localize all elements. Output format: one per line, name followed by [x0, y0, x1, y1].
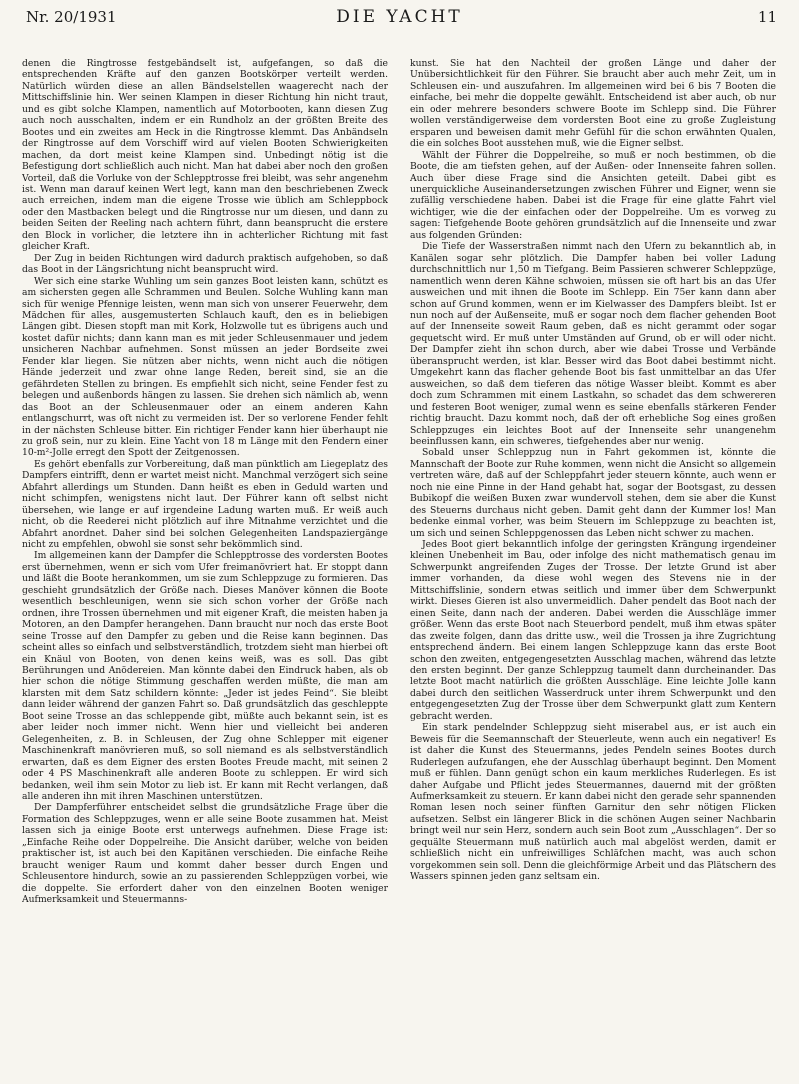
paragraph: Die Tiefe der Wasserstraßen nimmt nach den Ufern zu bekanntlich ab, in Kanälen sogar sehr plötzlich. Die Dampfer haben bei voller Ladung durchschnittlich nur 1,50 m Tiefgang. Beim Passieren schwerer Schleppzüge, namentlich wenn deren Kähne schwoien, müssen sie oft hart bis an das Ufer ausweichen und mit ihnen die Boote im Schlepp. Ein 75er kann dann aber schon auf Grund kommen, wenn er im Kielwasser des Dampfers bleibt. Ist er nun noch auf der Außenseite, muß er sogar noch dem flacher gehenden Boot auf der Innenseite soweit Raum geben, daß es nicht gerammt oder sogar gequetscht wird. Er muß unter Umständen auf Grund, ob er will oder nicht. Der Dampfer zieht ihn schon durch, aber wie dabei Trosse und Verbände überansprucht werden, ist klar. Besser wird das Boot dabei bestimmt nicht. Umgekehrt kann das flacher gehende Boot bis fast unmittelbar an das Ufer ausweichen, so daß dem tieferen das nötige Wasser bleibt. Kommt es aber doch zum Schrammen mit einem Lastkahn, so schadet das dem schwereren und festeren Boot weniger, zumal wenn es seine ebenfalls stärkeren Fender richtig braucht. Dazu kommt noch, daß der oft erhebliche Sog eines großen Schleppzuges ein leichtes Boot auf der Innenseite sehr unangenehm beeinflussen kann, ein schweres, tiefgehendes aber nur wenig. [410, 241, 776, 447]
issue-number: Nr. 20/1931 [26, 8, 117, 26]
left-column [22, 58, 388, 1078]
paragraph: Wer sich eine starke Wuhling um sein ganzes Boot leisten kann, schützt es am sichersten gegen alle Schrammen und Beulen. Solche Wuhling kann man sich für wenige Pfennige leisten, wenn man sich von unserer Feuerwehr, dem Mädchen für alles, ausgemusterten Schlauch kauft, den es in beliebigen Längen gibt. Diesen stopft man mit Kork, Holzwolle tut es übrigens auch und kostet dafür nichts; dann kann man es mit jeder Schleusenmauer und jedem unsicheren Nachbar aufnehmen. Sonst müssen an jeder Bordseite zwei Fender klar liegen. Sie nützen aber nichts, wenn nicht auch die nötigen Hände jederzeit und zwar ohne lange Reden, bereit sind, sie an die gefährdeten Stellen zu bringen. Es empfiehlt sich nicht, seine Fender fest zu belegen und außenbords hängen zu lassen. Sie drehen sich nämlich ab, wenn das Boot an der Schleusenmauer oder an einem anderen Kahn entlangschurrt, was oft nicht zu vermeiden ist. Der so verlorene Fender fehlt in der nächsten Schleuse bitter. Ein richtiger Fender kann hier überhaupt nie zu groß sein, nur zu klein. Eine Yacht von 18 m Länge mit den Fendern einer 10-m²-Jolle erregt den Spott der Zeitgenossen. [22, 275, 388, 459]
paragraph: Der Zug in beiden Richtungen wird dadurch praktisch aufgehoben, so daß das Boot in der Längsrichtung nicht beansprucht wird. [22, 252, 388, 276]
paragraph: Sobald unser Schleppzug nun in Fahrt gekommen ist, könnte die Mannschaft der Boote zur Ruhe kommen, wenn nicht die Ansicht so allgemein vertreten wäre, daß auf der Schleppfahrt jeder steuern könnte, auch wenn er noch nie eine Pinne in der Hand gehabt hat, sogar der Bootsgast, zu dessen Bubikopf die weißen Buxen zwar wundervoll stehen, dem sie aber die Kunst des Steuerns durchaus nicht geben. Damit geht dann der Kummer los! Man bedenke einmal vorher, was beim Steuern im Schleppzuge zu beachten ist, um sich und seinen Schleppgenossen das Leben nicht schwer zu machen. [410, 447, 776, 539]
paragraph: Wählt der Führer die Doppelreihe, so muß er noch bestimmen, ob die Boote, die am tiefsten gehen, auf der Außen- oder Innenseite fahren sollen. Auch über diese Frage sind die Ansichten geteilt. Dabei gibt es unerquickliche Auseinandersetzungen zwischen Führer und Eigner, wenn sie zufällig verschiedene haben. Dabei ist die Frage für eine glatte Fahrt viel wichtiger, wie die der einfachen oder der Doppelreihe. Um es vorweg zu sagen: Tiefgehende Boote gehören grundsätzlich auf die Innenseite und zwar aus folgenden Gründen: [410, 149, 776, 241]
right-column [410, 58, 776, 1078]
paragraph: Ein stark pendelnder Schleppzug sieht miserabel aus, er ist auch ein Beweis für die Seemannschaft der Steuerleute, wenn auch ein negativer! Es ist daher die Kunst des Steuermanns, jedes Pendeln seines Bootes durch Ruderlegen aufzufangen, ehe der Ausschlag überhaupt beginnt. Den Moment muß er fühlen. Dann genügt schon ein kaum merkliches Ruderlegen. Es ist daher Aufgabe und Pflicht jedes Steuermannes, dauernd mit der größten Aufmerksamkeit zu steuern. Er kann dabei nicht den gerade sehr spannenden Roman lesen noch seiner fünften Garnitur den sehr nötigen Flicken aufsetzen. Selbst ein längerer Blick in die schönen Augen seiner Nachbarin bringt weil nur sein Herz, sondern auch sein Boot zum „Ausschlagen“. Der so gequälte Steuermann muß natürlich auch mal abgelöst werden, damit er schließlich nicht ein unfreiwilliges Schläfchen macht, was auch schon vorgekommen sein soll. Denn die gleichförmige Arbeit und das Plätschern des Wassers spinnen jeden ganz seltsam ein. [410, 722, 776, 883]
paragraph: denen die Ringtrosse festgebändselt ist, aufgefangen, so daß die entsprechenden Kräfte auf den ganzen Bootskörper verteilt werden. Natürlich würden diese an allen Bändselstellen waagerecht nach der Mittschiffslinie hin. Wer seinen Klampen in dieser Richtung hin nicht traut, und es gibt solche Klampen, namentlich auf Motorbooten, kann diesen Zug auch noch ausschalten, indem er ein Rundholz an der größten Breite des Bootes und ein zweites am Heck in die Ringtrosse klemmt. Das Anbändseln der Ringtrosse auf dem Vorschiff wird auf vielen Booten Schwierigkeiten machen, da dort meist keine Klampen sind. Unbedingt nötig ist die Befestigung dort schließlich auch nicht. Man hat dabei aber noch den großen Vorteil, daß die Vorluke von der Schlepptrosse frei bleibt, was sehr angenehm ist. Wenn man darauf keinen Wert legt, kann man den beschriebenen Zweck auch erreichen, indem man die eigene Trosse wie üblich am Schleppbock oder den Mastbacken belegt und die Ringtrosse nur um diesen, und dann zu beiden Seiten der Reeling nach achtern führt, dann beansprucht die erstere den Block in vorlicher, die letztere ihn in achterlicher Richtung mit fast gleicher Kraft. [22, 58, 388, 253]
paragraph: Der Dampferführer entscheidet selbst die grundsätzliche Frage über die Formation des Schleppzuges, wenn er alle seine Boote zusammen hat. Meist lassen sich ja einige Boote erst unterwegs aufnehmen. Diese Frage ist: „Einfache Reihe oder Doppelreihe. Die Ansicht darüber, welche von beiden praktischer ist, ist auch bei den Kapitänen verschieden. Die einfache Reihe braucht weniger Raum und kommt daher besser durch Engen und Schleusentore hindurch, sowie an zu passierenden Schleppzügen vorbei, wie die doppelte. Sie erfordert daher von den einzelnen Booten weniger Aufmerksamkeit und Steuermanns- [22, 802, 388, 906]
paragraph: Es gehört ebenfalls zur Vorbereitung, daß man pünktlich am Liegeplatz des Dampfers eintrifft, denn er wartet meist nicht. Manchmal verzögert sich seine Abfahrt allerdings um Stunden. Dann heißt es eben in Geduld warten und nicht schimpfen, wenigstens nicht laut. Der Führer kann oft selbst nicht übersehen, wie lange er auf irgendeine Ladung warten muß. Er weiß auch nicht, ob die Reederei nicht plötzlich auf ihre Mitnahme verzichtet und die Abfahrt anordnet. Daher sind bei solchen Gelegenheiten Landspaziergänge nicht zu empfehlen, obwohl sie sonst sehr bekömmlich sind. [22, 458, 388, 551]
page-number: 11 [757, 8, 777, 26]
paragraph: Im allgemeinen kann der Dampfer die Schlepptrosse des vordersten Bootes erst übernehmen, wenn er sich vom Ufer freimanövriert hat. Er stoppt dann und läßt die Boote herankommen, um sie zum Schleppzuge zu formieren. Das geschieht grundsätzlich der Größe nach. Dieses Manöver können die Boote wesentlich beschleunigen, wenn sie sich schon vorher der Größe nach ordnen, ihre Trossen übernehmen und mit eigener Kraft, die meisten haben ja Motoren, an den Dampfer herangehen. Dann braucht nur noch das erste Boot seine Trosse auf den Dampfer zu geben und die Reise kann beginnen. Das scheint alles so einfach und selbstverständlich, trotzdem sieht man hierbei oft ein Knäul von Booten, von denen keins weiß, was es soll. Das gibt Berührungen und Anödereien. Man könnte dabei den Eindruck haben, als ob hier schon die nötige Stimmung geschaffen werden müßte, die man am klarsten mit dem Satz schildern könnte: „Jeder ist jedes Feind“. Sie bleibt dann leider während der ganzen Fahrt so. Daß grundsätzlich das geschleppte Boot seine Trosse an das schleppende gibt, müßte auch bekannt sein, ist es aber leider noch immer nicht. Wenn hier und vielleicht bei anderen Gelegenheiten, z. B. in Schleusen, der Zug ohne Schlepper mit eigener Maschinenkraft manövrieren muß, so soll niemand es als selbstverständlich erwarten, daß es dem Eigner des ersten Bootes Freude macht, mit seinen 2 oder 4 PS Maschinenkraft alle anderen Boote zu schleppen. Er wird sich bedanken, weil ihm sein Motor zu lieb ist. Er kann mit Recht verlangen, daß alle anderen ihn mit ihren Maschinen unterstützen. [22, 550, 388, 802]
paragraph: kunst. Sie hat den Nachteil der großen Länge und daher der Unübersichtlichkeit für den Führer. Sie braucht aber auch mehr Zeit, um in Schleusen ein- und auszufahren. Im allgemeinen wird bei 6 bis 7 Booten die einfache, bei mehr die doppelte gewählt. Entscheidend ist aber auch, ob nur ein oder mehrere besonders schwere Boote im Schlepp sind. Die Führer wollen verständigerweise dem vordersten Boot eine zu große Zugleistung ersparen und beweisen damit mehr Gefühl für die schon erwähnten Qualen, die ein solches Boot ausstehen muß, wie die Eigner selbst. [410, 58, 776, 150]
paragraph: Jedes Boot giert bekanntlich infolge der geringsten Krängung irgendeiner kleinen Unebenheit im Bau, oder infolge des nicht mathematisch genau im Schwerpunkt angreifenden Zuges der Trosse. Der letzte Grund ist aber immer vorhanden, da diese wohl wegen des Stevens nie in der Mittschiffslinie, sondern etwas seitlich und immer über dem Schwerpunkt wirkt. Dieses Gieren ist also unvermeidlich. Daher pendelt das Boot nach der einen Seite, dann nach der anderen. Dabei werden die Ausschläge immer größer. Wenn das erste Boot nach Steuerbord pendelt, muß ihm etwas später das zweite folgen, dann das dritte usw., weil die Trossen ja ihre Zugrichtung entsprechend ändern. Bei einem langen Schleppzuge kann das erste Boot schon den zweiten, entgegengesetzten Ausschlag machen, während das letzte den ersten beginnt. Der ganze Schleppzug taumelt dann durcheinander. Das letzte Boot macht natürlich die größten Ausschläge. Eine leichte Jolle kann dabei durch den seitlichen Wasserdruck unter ihrem Schwerpunkt und den entgegengesetzten Zug der Trosse über dem Schwerpunkt glatt zum Kentern gebracht werden. [410, 539, 776, 722]
journal-title: DIE YACHT [336, 7, 463, 27]
